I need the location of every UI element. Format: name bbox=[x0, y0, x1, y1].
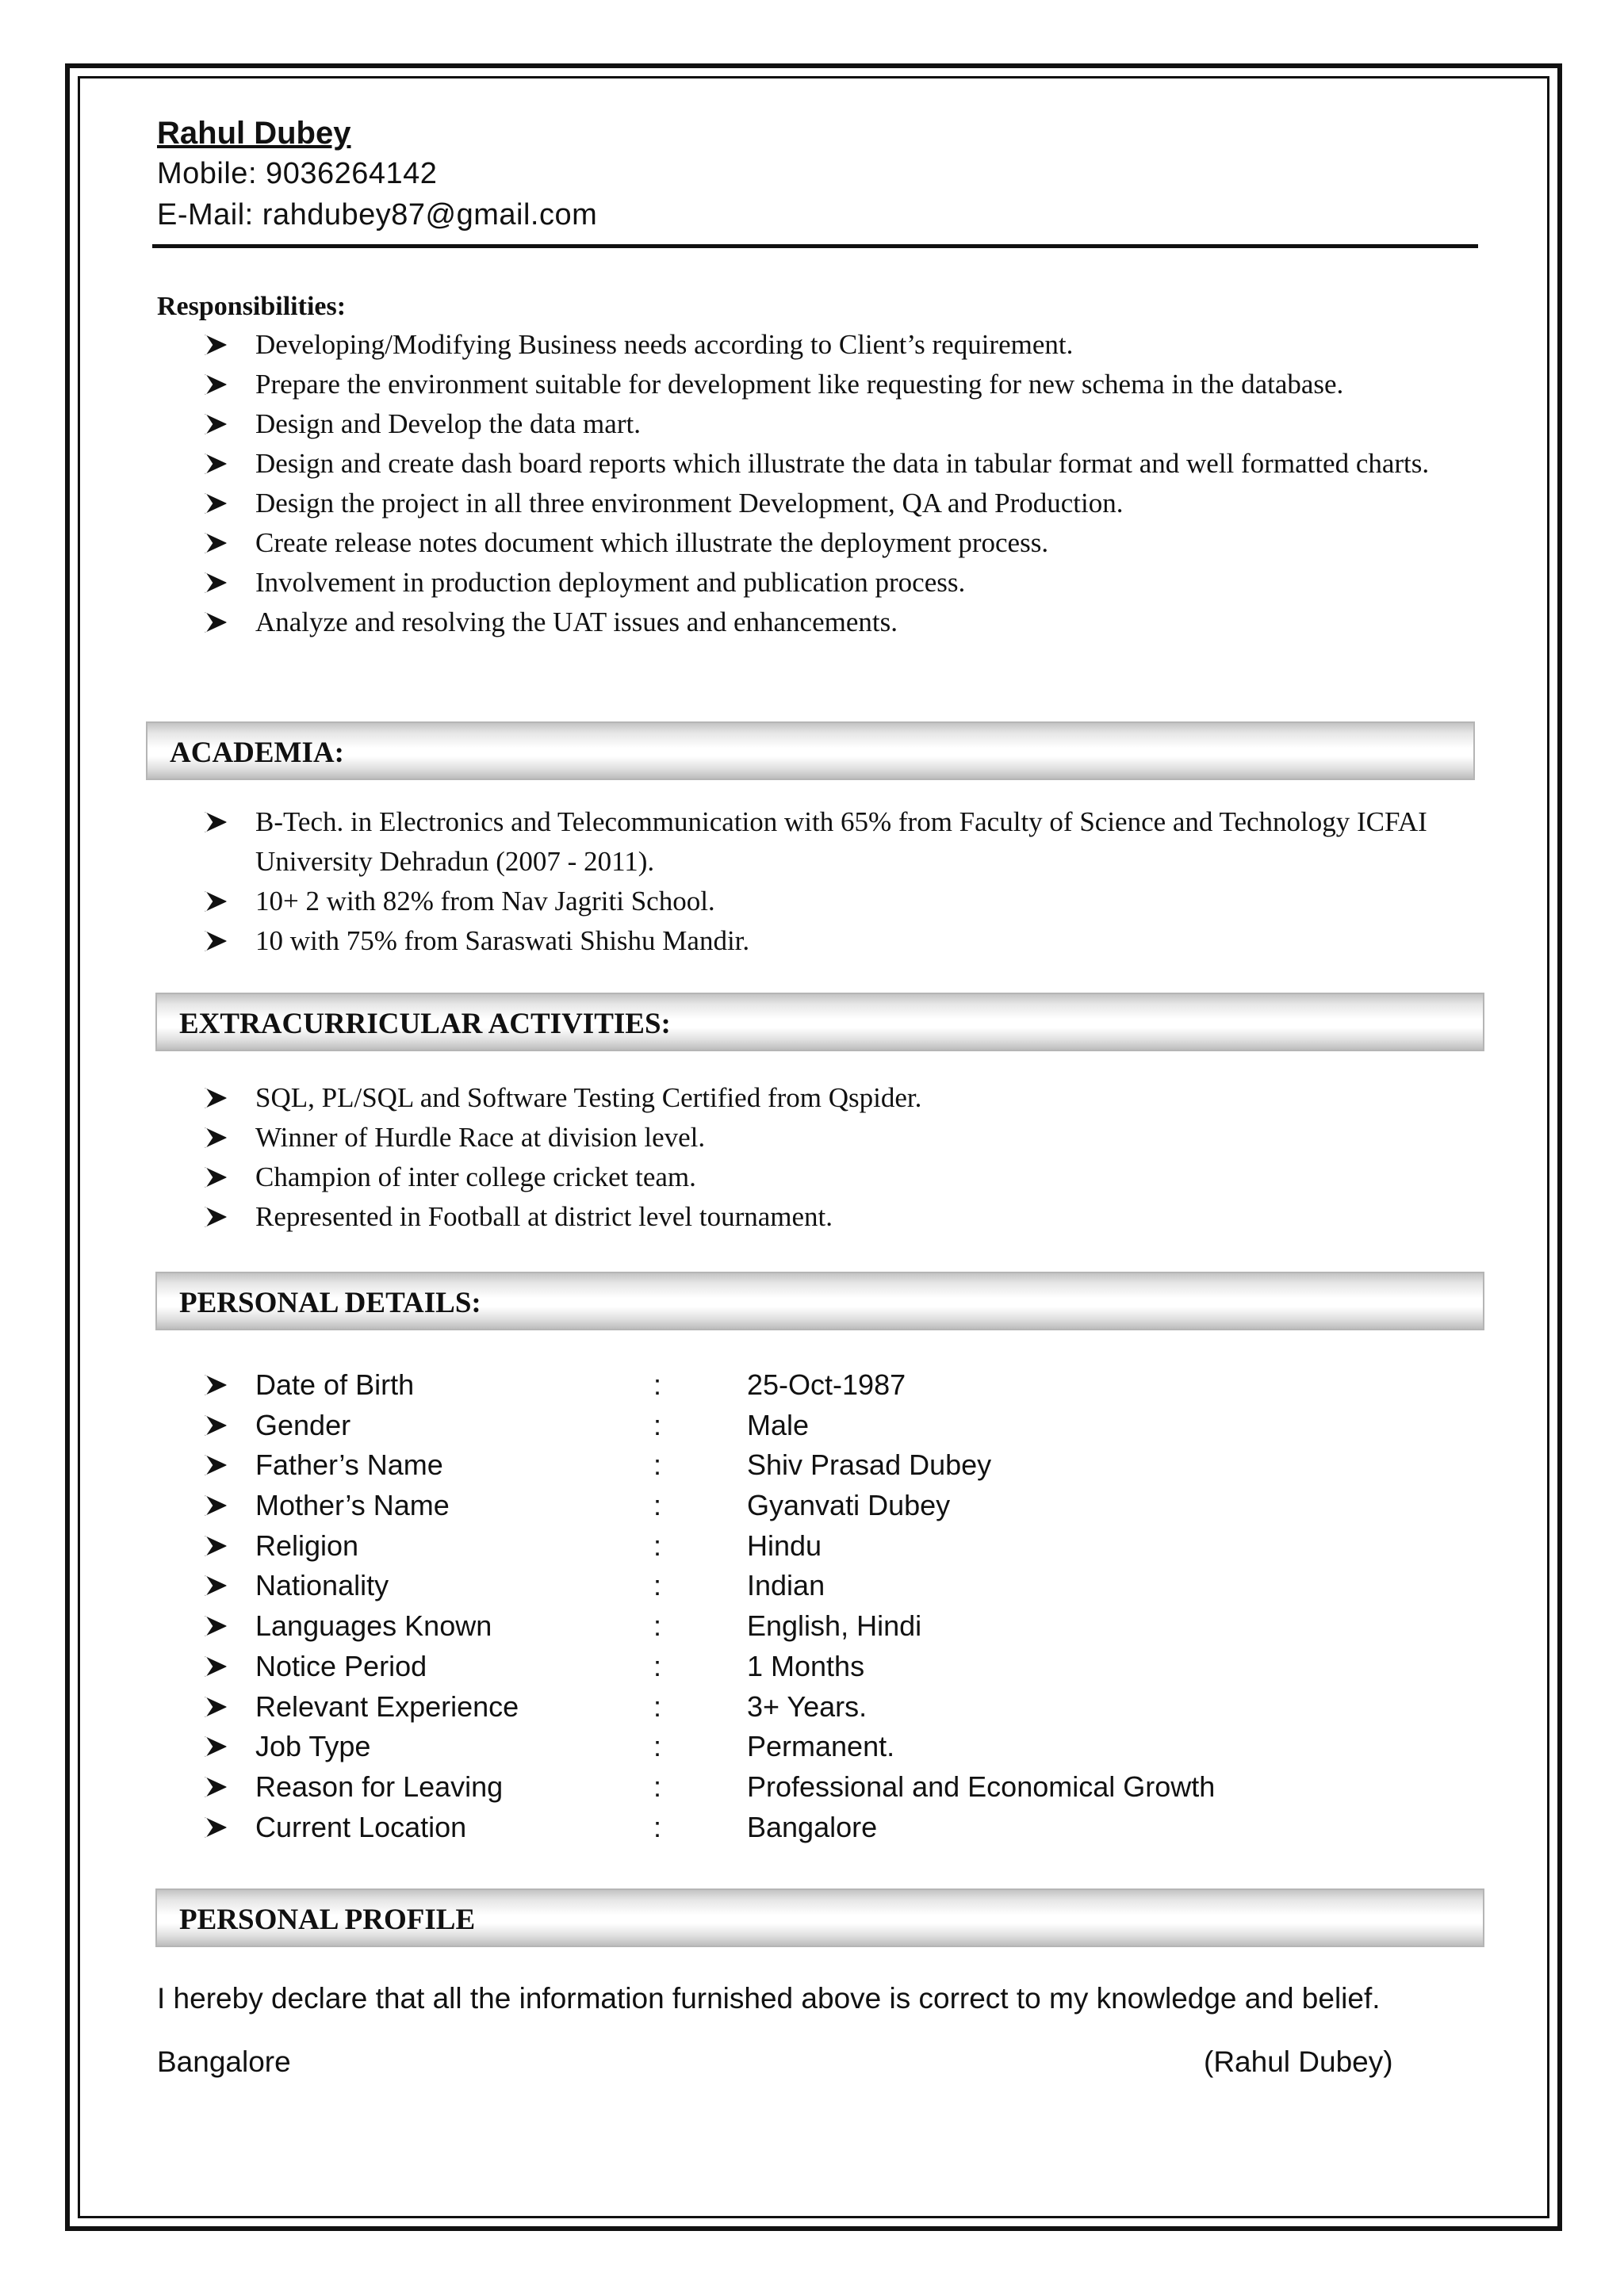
arrow-bullet-icon bbox=[203, 404, 235, 444]
arrow-bullet-icon bbox=[203, 1197, 235, 1237]
detail-value: Bangalore bbox=[747, 1810, 878, 1843]
detail-separator: : bbox=[653, 1408, 662, 1441]
list-item bbox=[203, 1197, 1472, 1237]
detail-value: Hindu bbox=[747, 1529, 822, 1562]
detail-row bbox=[203, 1406, 1392, 1446]
detail-row bbox=[203, 1526, 1392, 1567]
detail-separator: : bbox=[653, 1810, 662, 1843]
detail-value: Shiv Prasad Dubey bbox=[747, 1448, 992, 1482]
detail-value: 25-Oct-1987 bbox=[747, 1368, 906, 1401]
arrow-bullet-icon bbox=[203, 325, 235, 365]
list-item-text: Champion of inter college cricket team. bbox=[255, 1161, 696, 1192]
list-item-text: Involvement in production deployment and publication process. bbox=[255, 567, 966, 598]
extracurricular-header-bar bbox=[155, 993, 1484, 1051]
detail-label: Nationality bbox=[255, 1569, 389, 1602]
detail-label: Current Location bbox=[255, 1810, 467, 1843]
list-item-text: Analyze and resolving the UAT issues and enhancements. bbox=[255, 607, 898, 637]
detail-value: Indian bbox=[747, 1569, 825, 1602]
detail-separator: : bbox=[653, 1368, 662, 1401]
arrow-bullet-icon bbox=[203, 1566, 235, 1605]
detail-row bbox=[203, 1767, 1392, 1808]
list-item-text: Winner of Hurdle Race at division level. bbox=[255, 1122, 706, 1153]
personal-profile-header-bar bbox=[155, 1888, 1484, 1947]
detail-label: Gender bbox=[255, 1408, 351, 1441]
arrow-bullet-icon bbox=[203, 921, 235, 961]
arrow-bullet-icon bbox=[203, 603, 235, 642]
list-item-text: SQL, PL/SQL and Software Testing Certified from Qspider. bbox=[255, 1082, 922, 1113]
detail-label: Relevant Experience bbox=[255, 1689, 519, 1723]
arrow-bullet-icon bbox=[203, 1808, 235, 1847]
detail-separator: : bbox=[653, 1489, 662, 1522]
list-item-text: 10+ 2 with 82% from Nav Jagriti School. bbox=[255, 886, 715, 916]
arrow-bullet-icon bbox=[203, 1158, 235, 1197]
list-item-text: Design and create dash board reports which illustrate the data in tabular format and well formatted charts. bbox=[255, 448, 1430, 479]
personal-details-header-bar bbox=[155, 1272, 1484, 1330]
detail-label: Languages Known bbox=[255, 1609, 492, 1643]
academia-list bbox=[203, 802, 1472, 961]
place-text: Bangalore bbox=[157, 2045, 291, 2078]
arrow-bullet-icon bbox=[203, 523, 235, 563]
detail-row bbox=[203, 1808, 1392, 1848]
signature-name: (Rahul Dubey) bbox=[1204, 2045, 1393, 2078]
list-item-text: B-Tech. in Electronics and Telecommunication with 65% from Faculty of Science and Technology ICFAI University Dehradun (2007 - 2011). bbox=[255, 806, 1427, 877]
list-item-text: Design and Develop the data mart. bbox=[255, 408, 641, 439]
responsibilities-list bbox=[203, 325, 1472, 642]
list-item bbox=[203, 484, 1472, 523]
list-item bbox=[203, 802, 1472, 882]
detail-value: Gyanvati Dubey bbox=[747, 1489, 951, 1522]
personal-details-heading: PERSONAL DETAILS: bbox=[179, 1287, 481, 1319]
arrow-bullet-icon bbox=[203, 1118, 235, 1158]
responsibilities-heading: Responsibilities: bbox=[157, 292, 347, 321]
arrow-bullet-icon bbox=[203, 1445, 235, 1485]
detail-row bbox=[203, 1445, 1392, 1486]
list-item-text: 10 with 75% from Saraswati Shishu Mandir. bbox=[255, 925, 750, 956]
detail-label: Job Type bbox=[255, 1730, 371, 1763]
arrow-bullet-icon bbox=[203, 1078, 235, 1118]
detail-label: Religion bbox=[255, 1529, 359, 1562]
detail-value: Male bbox=[747, 1408, 810, 1441]
academia-heading: ACADEMIA: bbox=[170, 737, 344, 769]
list-item-text: Create release notes document which illustrate the deployment process. bbox=[255, 527, 1049, 558]
detail-separator: : bbox=[653, 1730, 662, 1763]
detail-label: Reason for Leaving bbox=[255, 1770, 504, 1803]
academia-header-bar bbox=[146, 721, 1475, 780]
detail-row bbox=[203, 1687, 1392, 1728]
list-item-text: Design the project in all three environment Development, QA and Production. bbox=[255, 488, 1124, 519]
arrow-bullet-icon bbox=[203, 1647, 235, 1686]
list-item bbox=[203, 1078, 1472, 1118]
detail-label: Date of Birth bbox=[255, 1368, 415, 1401]
list-item bbox=[203, 365, 1472, 404]
detail-label: Mother’s Name bbox=[255, 1489, 450, 1522]
arrow-bullet-icon bbox=[203, 1727, 235, 1766]
extracurricular-list bbox=[203, 1078, 1472, 1237]
arrow-bullet-icon bbox=[203, 484, 235, 523]
detail-value: Permanent. bbox=[747, 1730, 895, 1763]
list-item-text: Prepare the environment suitable for development like requesting for new schema in the database. bbox=[255, 369, 1344, 400]
detail-value: 3+ Years. bbox=[747, 1689, 868, 1723]
arrow-bullet-icon bbox=[203, 802, 235, 842]
list-item bbox=[203, 325, 1472, 365]
list-item bbox=[203, 444, 1472, 484]
list-item bbox=[203, 1118, 1472, 1158]
arrow-bullet-icon bbox=[203, 1767, 235, 1807]
detail-separator: : bbox=[653, 1448, 662, 1482]
detail-row bbox=[203, 1566, 1392, 1606]
header-divider bbox=[152, 244, 1478, 248]
list-item bbox=[203, 523, 1472, 563]
detail-separator: : bbox=[653, 1609, 662, 1643]
detail-row bbox=[203, 1486, 1392, 1526]
list-item bbox=[203, 563, 1472, 603]
detail-row bbox=[203, 1606, 1392, 1647]
list-item bbox=[203, 1158, 1472, 1197]
list-item-text: Represented in Football at district level tournament. bbox=[255, 1201, 833, 1232]
detail-value: English, Hindi bbox=[747, 1609, 922, 1643]
arrow-bullet-icon bbox=[203, 444, 235, 484]
email-address: E-Mail: rahdubey87@gmail.com bbox=[157, 198, 598, 232]
list-item bbox=[203, 404, 1472, 444]
arrow-bullet-icon bbox=[203, 1526, 235, 1566]
candidate-name: Rahul Dubey bbox=[157, 116, 351, 151]
detail-row bbox=[203, 1365, 1392, 1406]
detail-label: Notice Period bbox=[255, 1649, 427, 1682]
detail-value: 1 Months bbox=[747, 1649, 865, 1682]
arrow-bullet-icon bbox=[203, 1687, 235, 1727]
list-item bbox=[203, 882, 1472, 921]
detail-label: Father’s Name bbox=[255, 1448, 443, 1482]
list-item bbox=[203, 603, 1472, 642]
list-item-text: Developing/Modifying Business needs according to Client’s requirement. bbox=[255, 329, 1074, 360]
arrow-bullet-icon bbox=[203, 1486, 235, 1525]
arrow-bullet-icon bbox=[203, 1365, 235, 1405]
personal-details-list bbox=[203, 1365, 1392, 1847]
extracurricular-heading: EXTRACURRICULAR ACTIVITIES: bbox=[179, 1008, 671, 1040]
arrow-bullet-icon bbox=[203, 365, 235, 404]
arrow-bullet-icon bbox=[203, 563, 235, 603]
detail-row bbox=[203, 1727, 1392, 1767]
list-item bbox=[203, 921, 1472, 961]
detail-separator: : bbox=[653, 1689, 662, 1723]
detail-separator: : bbox=[653, 1569, 662, 1602]
detail-separator: : bbox=[653, 1770, 662, 1803]
detail-separator: : bbox=[653, 1529, 662, 1562]
mobile-number: Mobile: 9036264142 bbox=[157, 157, 438, 190]
declaration-text: I hereby declare that all the information furnished above is correct to my knowledge and belief. bbox=[157, 1982, 1381, 2015]
personal-profile-heading: PERSONAL PROFILE bbox=[179, 1904, 476, 1936]
arrow-bullet-icon bbox=[203, 1406, 235, 1445]
detail-separator: : bbox=[653, 1649, 662, 1682]
arrow-bullet-icon bbox=[203, 1606, 235, 1646]
detail-row bbox=[203, 1647, 1392, 1687]
detail-value: Professional and Economical Growth bbox=[747, 1770, 1216, 1803]
arrow-bullet-icon bbox=[203, 882, 235, 921]
